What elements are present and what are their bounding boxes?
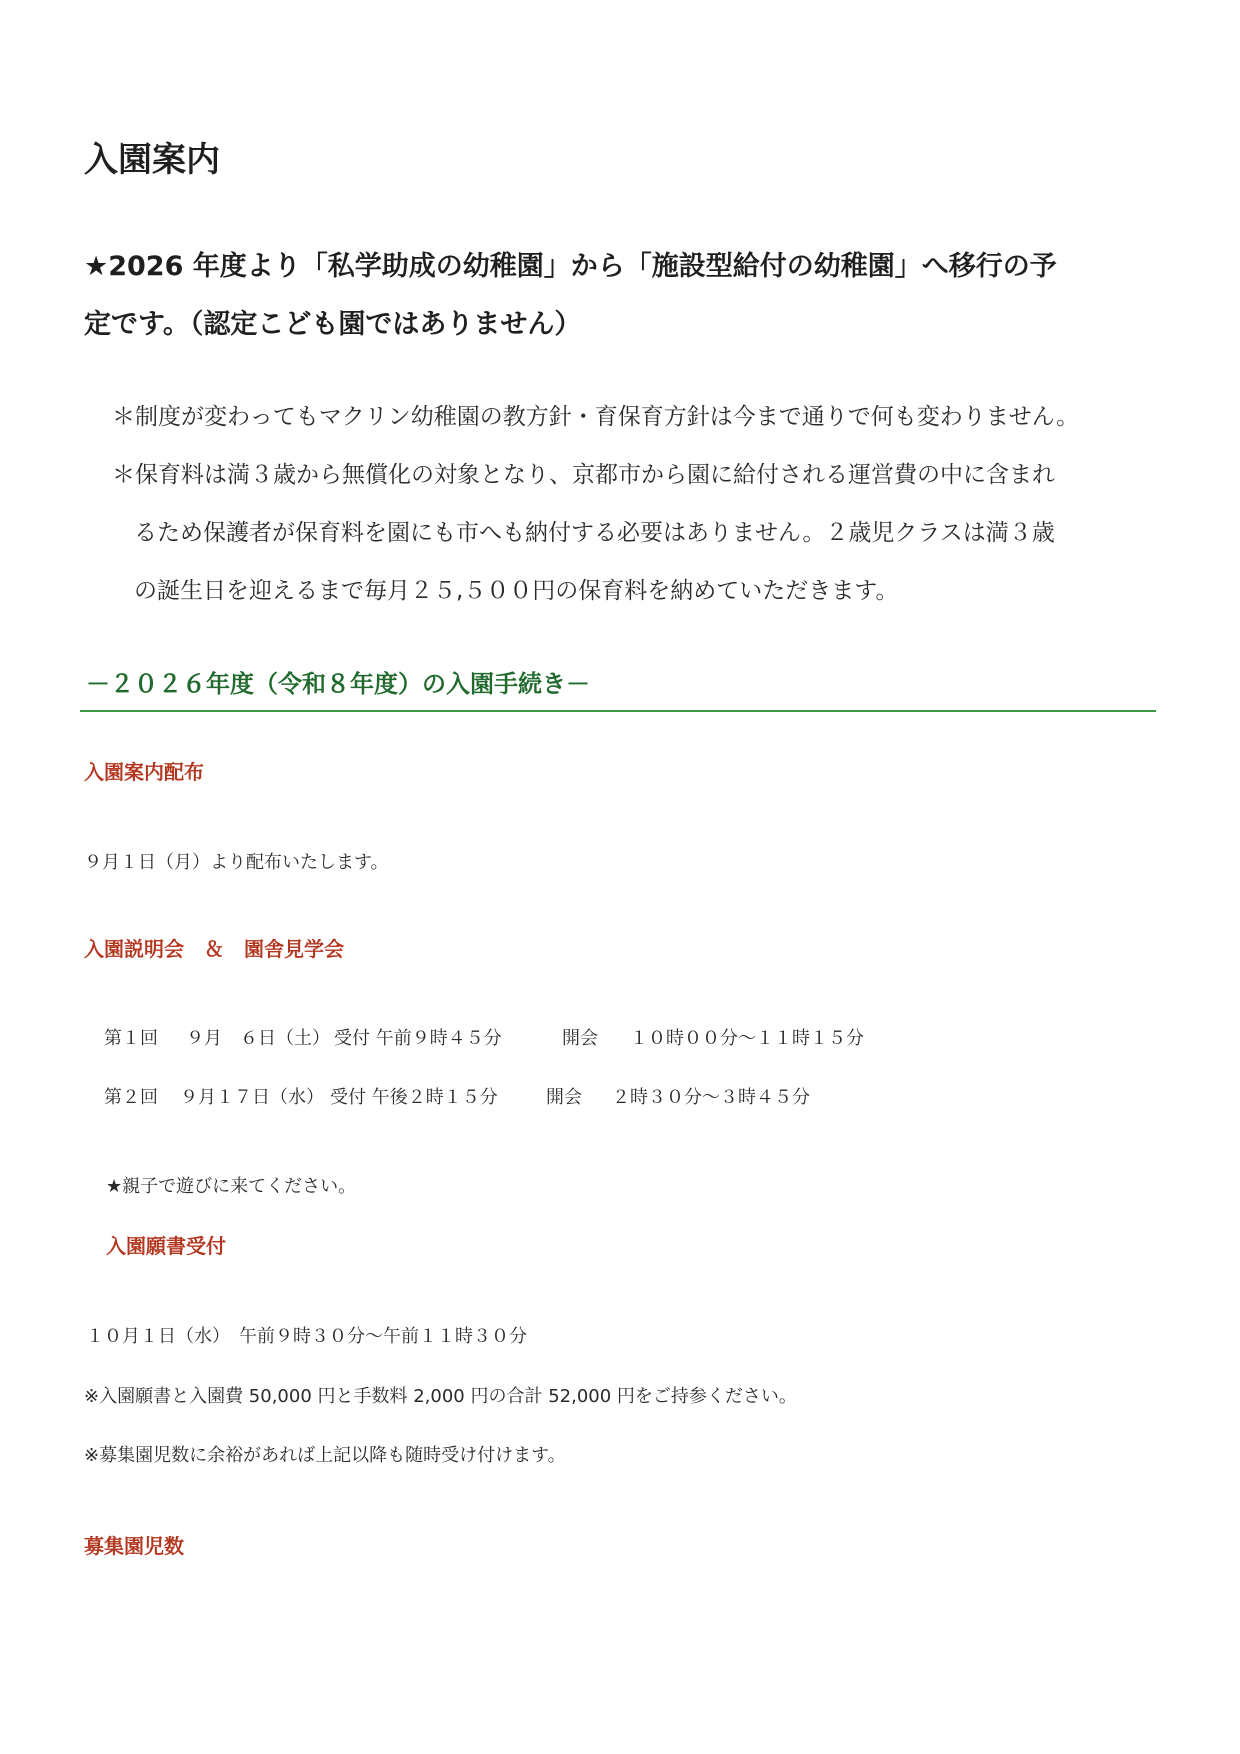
session-2-date: ９月１７日（水） [180,1087,324,1108]
session-2-reception: 受付 午後２時１５分 [330,1087,498,1108]
application-date-time: １０月１日（水） 午前９時３０分～午前１１時３０分 [86,1326,527,1347]
application-late-note: ※募集園児数に余裕があれば上記以降も随時受け付けます。 [84,1445,566,1466]
procedure-heading: －２０２６年度（令和８年度）の入園手続き－ [86,670,590,698]
session-1-reception: 受付 午前９時４５分 [334,1028,502,1049]
session-2-open-label: 開会 [546,1087,582,1108]
section-divider [80,710,1156,712]
bullet-policy: ＊制度が変わってもマクリン幼稚園の教方針・育保育方針は今まで通りで何も変わりません。 [112,404,1080,430]
session-2-time: ２時３０分～３時４５分 [612,1087,810,1108]
session-1-open-label: 開会 [562,1028,598,1049]
session-1-label: 第１回 [104,1028,158,1049]
briefing-note: ★親子で遊びに来てください。 [106,1176,357,1197]
application-heading: 入園願書受付 [106,1234,226,1258]
bullet-fee-line-3: の誕生日を迎えるまで毎月２５,５００円の保育料を納めていただきます。 [134,578,899,604]
bullet-fee-line-1: ＊保育料は満３歳から無償化の対象となり、京都市から園に給付される運営費の中に含まれ [112,462,1055,488]
notice-line-1: ★2026 年度より「私学助成の幼稚園」から「施設型給付の幼稚園」へ移行の予 [84,251,1057,282]
distribution-heading: 入園案内配布 [84,760,204,784]
distribution-text: ９月１日（月）より配布いたします。 [84,852,389,873]
notice-line-2: 定です。（認定こども園ではありません） [84,309,582,340]
page-title: 入園案内 [84,140,220,180]
session-1-date: ９月 ６日（土） [186,1028,330,1049]
briefing-heading: 入園説明会 ＆ 園舎見学会 [84,937,344,961]
capacity-heading: 募集園児数 [84,1534,184,1558]
session-1-time: １０時００分～１１時１５分 [630,1028,864,1049]
session-2-label: 第２回 [104,1087,158,1108]
application-fee-note: ※入園願書と入園費 50,000 円と手数料 2,000 円の合計 52,000 円をご持参ください。 [84,1386,797,1407]
bullet-fee-line-2: るため保護者が保育料を園にも市へも納付する必要はありません。２歳児クラスは満３歳 [134,520,1055,546]
